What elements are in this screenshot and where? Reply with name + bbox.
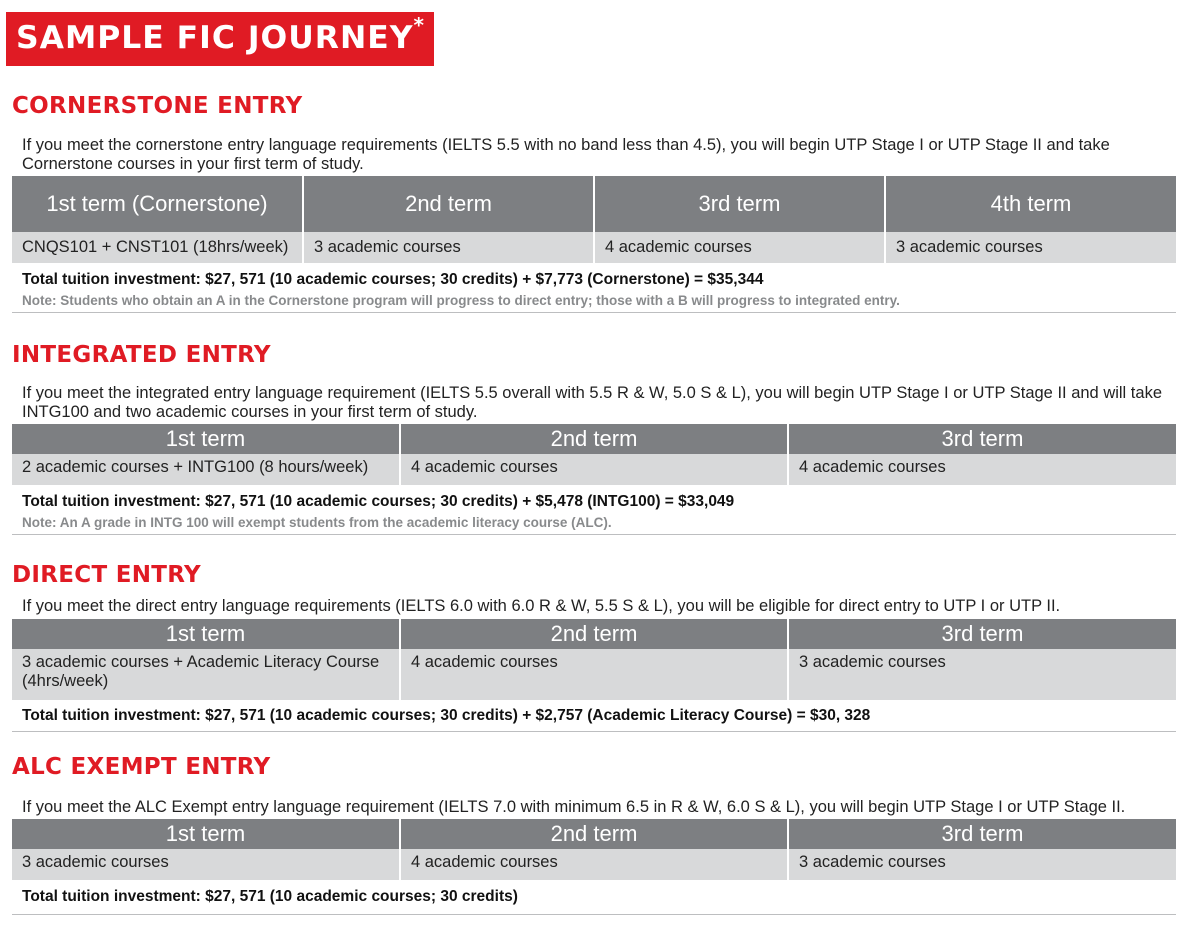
direct-entry-section: [12, 561, 1176, 732]
section-intro: If you meet the cornerstone entry language requirements (IELTS 5.5 with no band less than 4.5), you will begin UTP Stage I or UTP Stage II and take Cornerstone courses in your first term of study.: [22, 136, 1110, 173]
tuition-total: Total tuition investment: $27, 571 (10 academic courses; 30 credits) + $2,757 (Academic Literacy Course) = $30, 328: [22, 707, 871, 724]
page-title: [6, 12, 434, 66]
term-header: 2nd term: [400, 619, 788, 649]
term-cell: 3 academic courses: [303, 232, 594, 263]
term-header: 3rd term: [788, 819, 1176, 849]
term-header: 2nd term: [303, 176, 594, 232]
section-divider: [12, 312, 1176, 313]
term-header: 3rd term: [788, 619, 1176, 649]
term-cell: 3 academic courses: [788, 649, 1176, 700]
term-cell: 4 academic courses: [788, 454, 1176, 485]
section-note: Note: An A grade in INTG 100 will exempt students from the academic literacy course (ALC).: [22, 515, 612, 530]
term-header: 1st term: [12, 819, 400, 849]
term-cell: CNQS101 + CNST101 (18hrs/week): [12, 232, 303, 263]
term-header: 3rd term: [788, 424, 1176, 454]
terms-table: [12, 619, 1176, 700]
section-heading: DIRECT ENTRY: [12, 562, 202, 588]
term-header: 2nd term: [400, 819, 788, 849]
term-header: 2nd term: [400, 424, 788, 454]
tuition-total: Total tuition investment: $27, 571 (10 academic courses; 30 credits): [22, 888, 518, 905]
section-heading: INTEGRATED ENTRY: [12, 342, 271, 368]
section-note: Note: Students who obtain an A in the Cornerstone program will progress to direct entry; those with a B will progress to integrated entry.: [22, 293, 900, 308]
page-title-text: SAMPLE FIC JOURNEY: [16, 20, 414, 56]
integrated-entry-section: [12, 341, 1176, 535]
term-cell: 2 academic courses + INTG100 (8 hours/week): [12, 454, 400, 485]
terms-table: [12, 819, 1176, 880]
term-cell: 4 academic courses: [400, 849, 788, 880]
term-header: 4th term: [885, 176, 1176, 232]
term-cell: 3 academic courses: [885, 232, 1176, 263]
terms-table: [12, 424, 1176, 485]
title-footnote-mark: *: [413, 13, 425, 37]
term-cell: 4 academic courses: [594, 232, 885, 263]
section-divider: [12, 731, 1176, 732]
terms-table: [12, 176, 1176, 263]
term-header: 3rd term: [594, 176, 885, 232]
tuition-total: Total tuition investment: $27, 571 (10 academic courses; 30 credits) + $5,478 (INTG100) = $33,049: [22, 493, 735, 510]
section-intro: If you meet the direct entry language requirements (IELTS 6.0 with 6.0 R & W, 5.5 S & L), you will be eligible for direct entry to UTP I or UTP II.: [22, 597, 1061, 615]
cornerstone-entry-section: [12, 92, 1176, 313]
section-heading: CORNERSTONE ENTRY: [12, 93, 303, 119]
section-intro: If you meet the ALC Exempt entry language requirement (IELTS 7.0 with minimum 6.5 in R & W, 6.0 S & L), you will begin UTP Stage I or UTP Stage II.: [22, 798, 1126, 816]
term-cell: 3 academic courses: [12, 849, 400, 880]
section-divider: [12, 534, 1176, 535]
term-header: 1st term: [12, 619, 400, 649]
term-cell: 4 academic courses: [400, 649, 788, 700]
section-heading: ALC EXEMPT ENTRY: [12, 754, 271, 780]
term-header: 1st term: [12, 424, 400, 454]
term-cell: 3 academic courses + Academic Literacy Course (4hrs/week): [12, 649, 400, 700]
alc-exempt-entry-section: [12, 753, 1176, 915]
tuition-total: Total tuition investment: $27, 571 (10 academic courses; 30 credits) + $7,773 (Cornerstone) = $35,344: [22, 271, 764, 288]
term-cell: 4 academic courses: [400, 454, 788, 485]
section-divider: [12, 914, 1176, 915]
term-cell: 3 academic courses: [788, 849, 1176, 880]
term-header: 1st term (Cornerstone): [12, 176, 303, 232]
section-intro: If you meet the integrated entry language requirement (IELTS 5.5 overall with 5.5 R & W, 5.0 S & L), you will begin UTP Stage I or UTP Stage II and will take INTG100 and two academic courses in your first term of study.: [22, 384, 1162, 421]
